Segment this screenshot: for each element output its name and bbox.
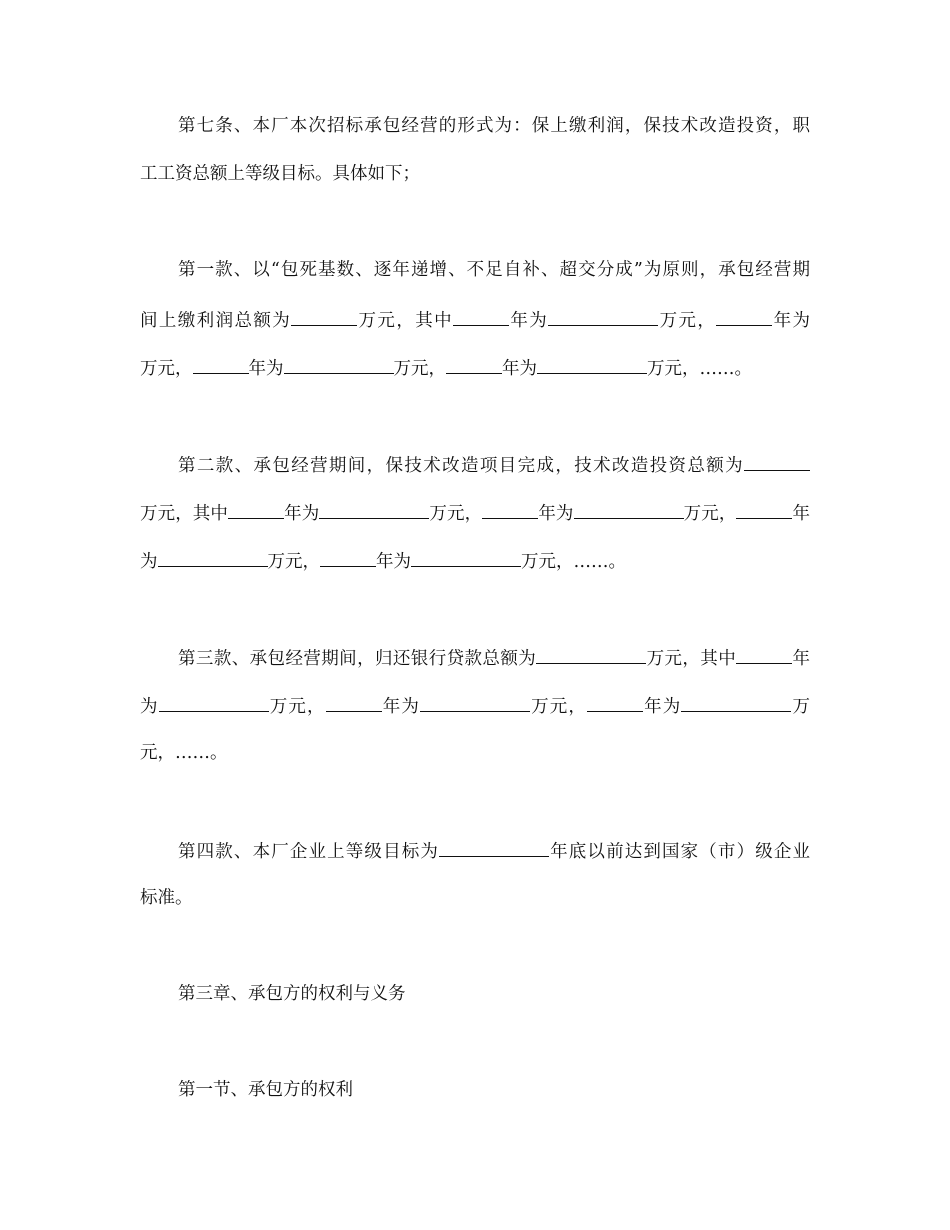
clause4-line1 (178, 838, 810, 864)
clause3-text: 万元，其中 (646, 649, 737, 669)
clause2-text: 年为 (538, 504, 574, 524)
clause4-text: 第四款、本厂企业上等级目标为 (178, 842, 439, 862)
clause3-text: 年 (792, 649, 811, 669)
clause2-text: 年 (792, 504, 811, 524)
clause1-line3 (140, 355, 810, 381)
article7-line2 (140, 162, 810, 186)
fill-blank (537, 355, 647, 374)
clause3-line2 (140, 693, 810, 719)
clause4-line2 (140, 886, 810, 910)
fill-blank (536, 645, 646, 664)
clause1-text: 年为 (502, 359, 537, 379)
clause1-text: 年为 (772, 311, 811, 331)
clause2-line2 (140, 500, 810, 526)
clause2-text: 万元，……。 (521, 552, 626, 572)
clause2-text: 万元， (683, 504, 737, 524)
clause2-text: 年为 (284, 504, 320, 524)
clause3-text: 万元， (268, 697, 326, 717)
section1-title: 第一节、承包方的权利 (178, 1080, 353, 1100)
clause3-line3 (140, 741, 810, 765)
clause1-text: 年为 (509, 311, 549, 331)
clause3-text: 第三款、承包经营期间，归还银行贷款总额为 (178, 649, 537, 669)
fill-blank (736, 500, 792, 519)
clause3-text: 为 (140, 697, 159, 717)
fill-blank (319, 500, 429, 519)
clause1-text: 年为 (248, 359, 284, 379)
clause4-text: 标准。 (140, 888, 193, 908)
fill-blank (681, 693, 791, 712)
fill-blank (453, 307, 509, 326)
fill-blank (744, 452, 810, 471)
clause1-line2 (140, 307, 810, 333)
clause1-text: 万元，……。 (647, 359, 752, 379)
fill-blank (482, 500, 538, 519)
section1-heading (178, 1078, 810, 1102)
fill-blank (716, 307, 772, 326)
clause3-text: 年为 (381, 697, 420, 717)
clause1-text-1: 第一款、以“包死基数、逐年递增、不足自补、超交分成”为原则，承包经营期 (178, 260, 810, 280)
clause2-text: 万元， (429, 504, 483, 524)
fill-blank (446, 355, 502, 374)
fill-blank (326, 693, 382, 712)
clause2-text: 万元， (267, 552, 320, 572)
fill-blank (587, 693, 643, 712)
clause3-text: 万 (791, 697, 810, 717)
chapter3-title: 第三章、承包方的权利与义务 (178, 984, 406, 1004)
clause3-text: 元，……。 (140, 743, 228, 763)
clause2-text: 万元，其中 (140, 504, 228, 524)
chapter3-heading (178, 982, 810, 1006)
clause1-text: 万元，其中 (357, 311, 453, 331)
clause1-text: 万元， (393, 359, 446, 379)
clause4-text: 年底以前达到国家（市）级企业 (549, 842, 810, 862)
fill-blank (159, 693, 269, 712)
clause2-line1 (178, 452, 810, 478)
fill-blank (158, 548, 268, 567)
clause1-text: 万元， (140, 359, 193, 379)
clause2-text: 年为 (376, 552, 411, 572)
clause1-text: 万元， (658, 311, 717, 331)
fill-blank (736, 645, 792, 664)
fill-blank (574, 500, 684, 519)
clause3-text: 年为 (643, 697, 682, 717)
clause3-line1 (178, 645, 810, 671)
fill-blank (411, 548, 521, 567)
clause2-text: 为 (140, 552, 158, 572)
article7-text-2: 工工资总额上等级目标。具体如下； (140, 164, 420, 184)
clause1-line1 (178, 258, 810, 282)
fill-blank (548, 307, 658, 326)
fill-blank (228, 500, 284, 519)
fill-blank (284, 355, 394, 374)
article7-line1 (178, 114, 810, 138)
clause1-text: 间上缴利润总额为 (140, 311, 292, 331)
fill-blank (420, 693, 530, 712)
fill-blank (291, 307, 357, 326)
article7-text-1: 第七条、本厂本次招标承包经营的形式为：保上缴利润，保技术改造投资，职 (178, 116, 810, 136)
clause3-text: 万元， (530, 697, 587, 717)
fill-blank (193, 355, 249, 374)
fill-blank (320, 548, 376, 567)
fill-blank (439, 838, 549, 857)
clause2-line3 (140, 548, 810, 574)
clause2-text: 第二款、承包经营期间，保技术改造项目完成，技术改造投资总额为 (178, 456, 744, 476)
